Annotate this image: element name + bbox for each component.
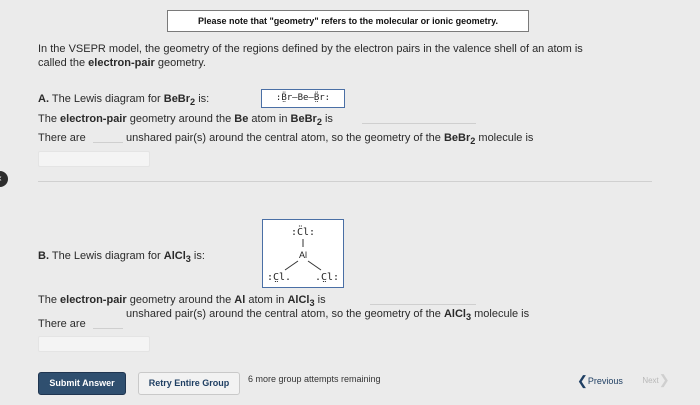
part-a-prompt: A. The Lewis diagram for BeBr$_2$ is: [38, 93, 210, 108]
alcl3-left-chlorine: :C̤l. [266, 272, 292, 283]
next-button[interactable]: Next❯ [642, 372, 670, 387]
section-divider [38, 181, 652, 182]
retry-entire-group-button[interactable]: Retry Entire Group [138, 372, 240, 395]
submit-answer-button[interactable]: Submit Answer [38, 372, 126, 395]
intro-text [38, 42, 638, 70]
intro-bold-term: electron-pair [88, 57, 155, 69]
chevron-left-icon: ❮ [577, 373, 588, 388]
part-b-question-2-start: There are [38, 318, 86, 330]
part-a-electron-pair-select[interactable] [362, 111, 476, 124]
part-a-question-1: The electron-pair geometry around the Be atom in BeBr$_2$ is [38, 113, 333, 128]
alcl3-structure [263, 220, 343, 287]
part-a-molecular-geometry-select[interactable] [38, 151, 150, 167]
lewis-diagram-alcl3 [262, 219, 344, 288]
attempts-remaining-text: 6 more group attempts remaining [248, 374, 381, 384]
part-a-unshared-count-input[interactable] [93, 130, 123, 143]
part-b-prompt: B. The Lewis diagram for AlCl$_3$ is: [38, 250, 205, 265]
alcl3-right-chlorine: .C̤l: [314, 272, 340, 283]
alcl3-aluminum: Al [298, 250, 308, 260]
lewis-diagram-bebr2: :B̤̈r—Be—B̤̈r: [261, 89, 345, 108]
part-b-question-2-rest: unshared pair(s) around the central atom, so the geometry of the AlCl$_3$ molecule is [126, 308, 530, 323]
part-b-unshared-count-input[interactable] [93, 316, 123, 329]
intro-line-2: called the electron-pair geometry. [38, 57, 206, 69]
alcl3-top-chlorine: :C̈l: [290, 227, 316, 238]
part-b-question-1: The electron-pair geometry around the Al atom in AlCl$_3$ is [38, 294, 326, 309]
intro-line-1: In the VSEPR model, the geometry of the regions defined by the electron pairs in the valence shell of an atom is [38, 43, 583, 55]
alcl3-right-bond [308, 261, 321, 270]
part-b-electron-pair-select[interactable] [370, 292, 476, 305]
part-a-question-2-rest: unshared pair(s) around the central atom, so the geometry of the BeBr$_2$ molecule is [126, 132, 534, 147]
previous-link[interactable]: ❮Previous [577, 373, 623, 388]
geometry-notice: Please note that "geometry" refers to the molecular or ionic geometry. [167, 10, 529, 32]
alcl3-left-bond [285, 261, 298, 270]
part-b-molecular-geometry-select[interactable] [38, 336, 150, 352]
part-a-question-2-start: There are [38, 132, 86, 144]
side-collapse-icon[interactable] [0, 171, 8, 187]
chevron-right-icon: ❯ [658, 372, 670, 387]
